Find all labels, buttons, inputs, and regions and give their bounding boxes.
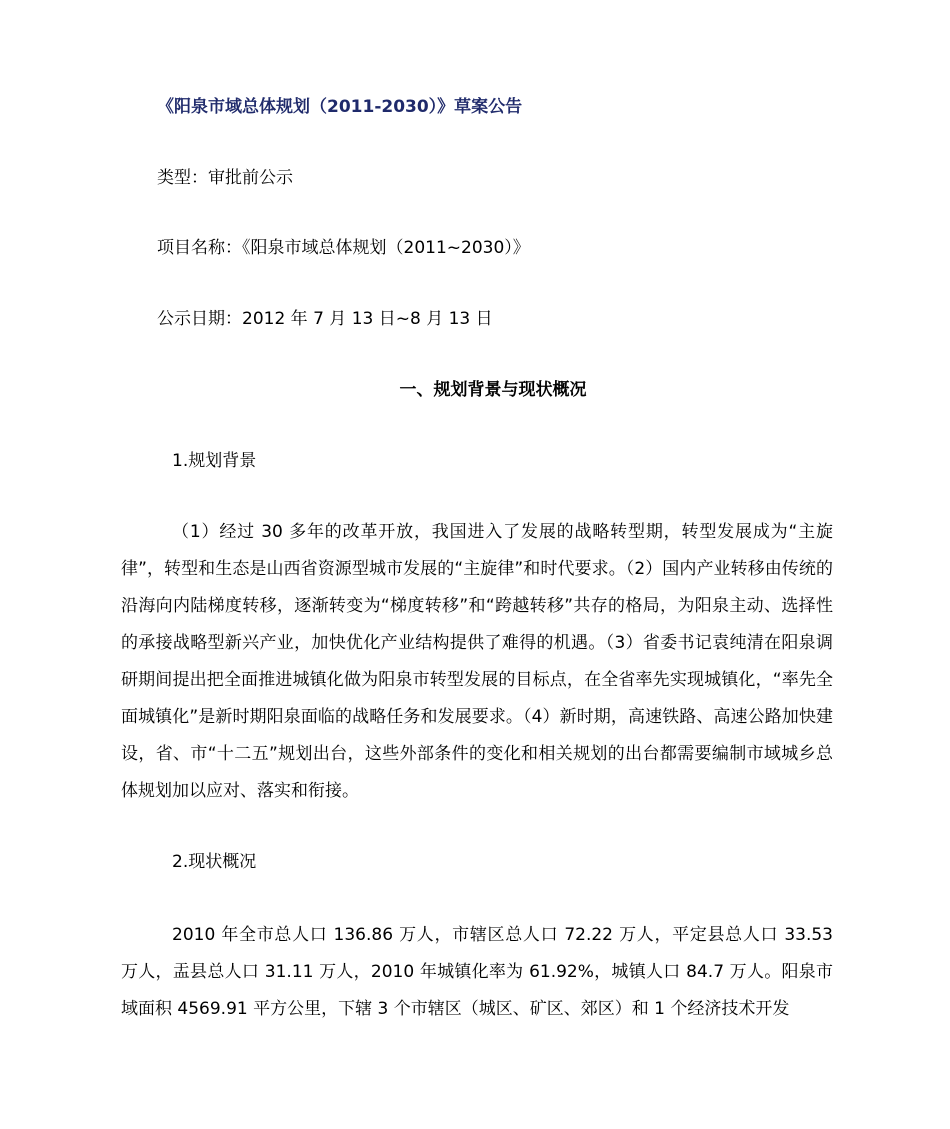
subsection-heading-status: 2.现状概况 — [172, 852, 257, 872]
project-name-line: 项目名称：《阳泉市域总体规划（2011~2030）》 — [157, 238, 530, 258]
status-paragraph: 2010 年全市总人口 136.86 万人，市辖区总人口 72.22 万人，平定县总人口 33.53 万人，盂县总人口 31.11 万人，2010 年城镇化率为 61.92%，城镇人口 84.7 万人。阳泉市域面积 4569.91 平方公里，下辖 3 个市辖区（城区、矿区、郊区）和 1 个经济技术开发 — [121, 925, 833, 1019]
section-heading-text: 一、规划背景与现状概况 — [399, 380, 587, 400]
document-title: 《阳泉市域总体规划（2011-2030）》草案公告 — [157, 97, 523, 117]
background-paragraph: （1）经过 30 多年的改革开放，我国进入了发展的战略转型期，转型发展成为“主旋律”，转型和生态是山西省资源型城市发展的“主旋律”和时代要求。（2）国内产业转移由传统的沿海向内陆梯度转移，逐渐转变为“梯度转移”和“跨越转移”共存的格局，为阳泉主动、选择性的承接战略型新兴产业，加快优化产业结构提供了难得的机遇。（3）省委书记袁纯清在阳泉调研期间提出把全面推进城镇化做为阳泉市转型发展的目标点，在全省率先实现城镇化，“率先全面城镇化”是新时期阳泉面临的战略任务和发展要求。（4）新时期，高速铁路、高速公路加快建设，省、市“十二五”规划出台，这些外部条件的变化和相关规划的出台都需要编制市域城乡总体规划加以应对、落实和衔接。 — [121, 522, 833, 801]
subsection-heading-background: 1.规划背景 — [172, 451, 257, 471]
section-heading — [0, 378, 950, 402]
type-line: 类型：审批前公示 — [157, 168, 293, 188]
publicity-date-line: 公示日期：2012 年 7 月 13 日~8 月 13 日 — [157, 309, 493, 329]
